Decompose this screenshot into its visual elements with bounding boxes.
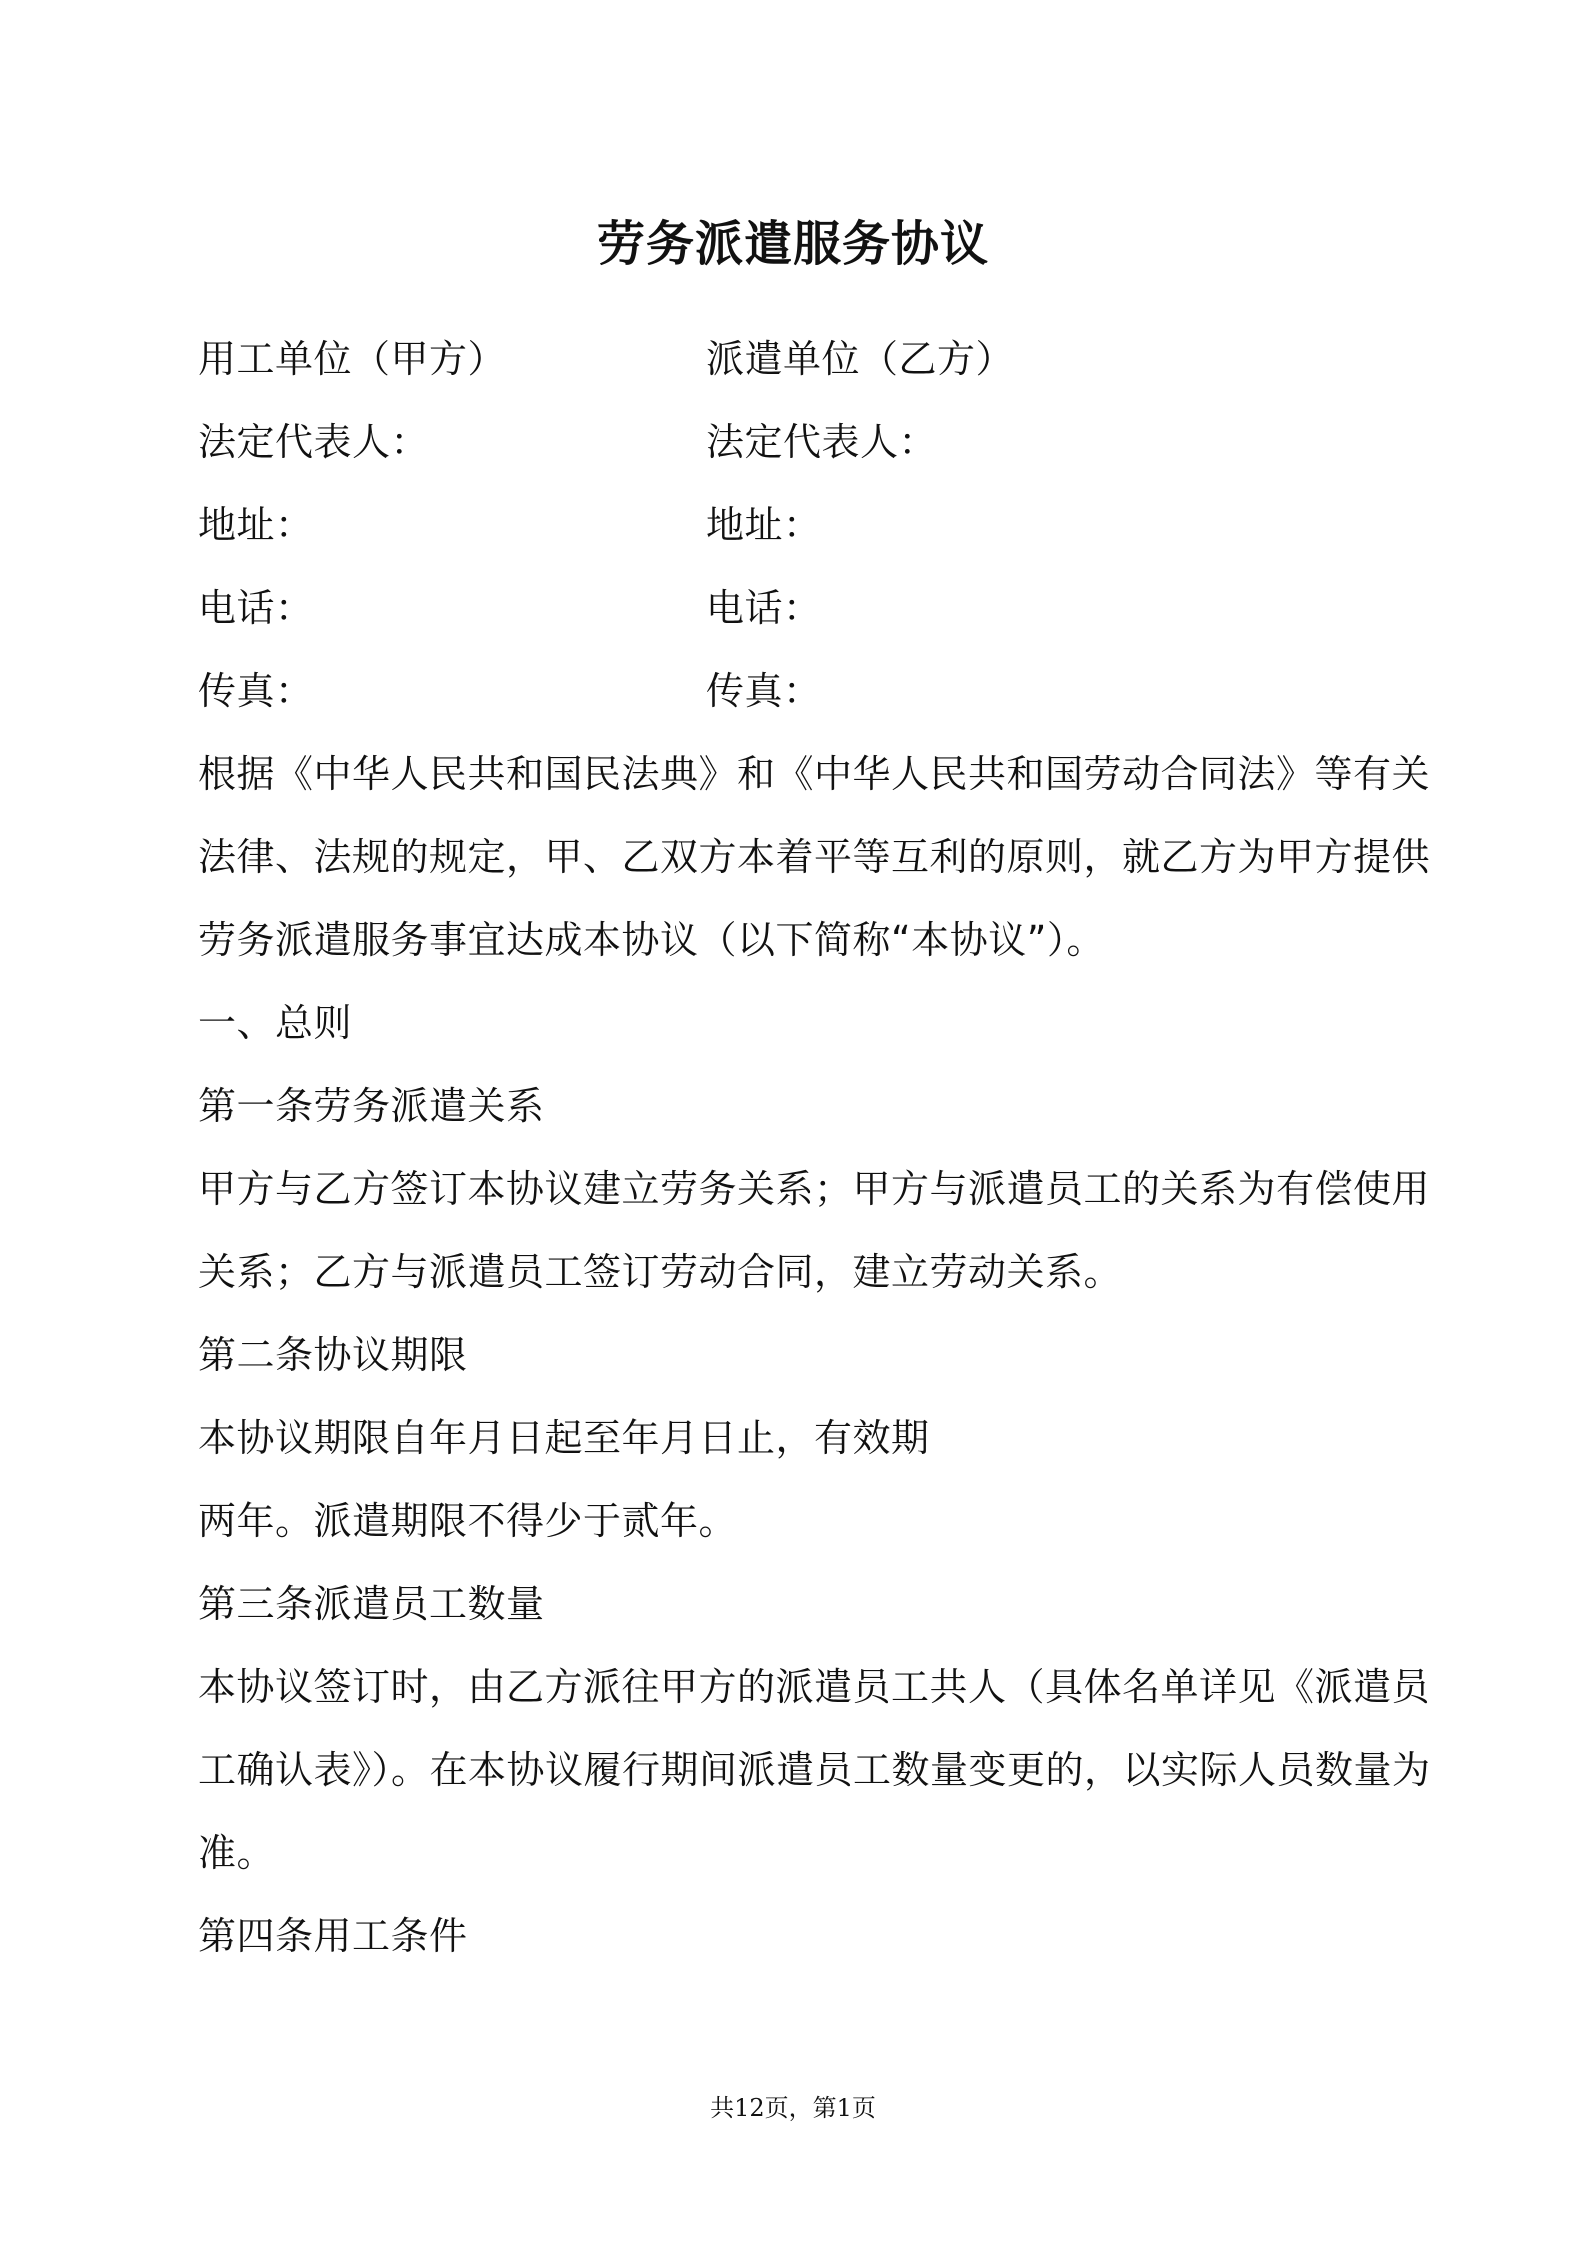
article-1-body-line: 甲方与乙方签订本协议建立劳务关系；甲方与派遣员工的关系为有偿使用 xyxy=(198,1167,1431,1211)
preamble-line: 根据《中华人民共和国民法典》和《中华人民共和国劳动合同法》等有关 xyxy=(198,752,1431,796)
party-row-phone xyxy=(198,567,1398,650)
party-b-address-label: 地址： xyxy=(706,503,822,547)
party-row-address xyxy=(198,484,1398,567)
article-3-body-line: 工确认表》）。在本协议履行期间派遣员工数量变更的，以实际人员数量为 xyxy=(198,1748,1431,1792)
article-3-body-line: 准。 xyxy=(198,1831,276,1875)
party-a-unit-label: 用工单位（甲方） xyxy=(198,337,507,381)
article-4-heading: 第四条用工条件 xyxy=(198,1914,468,1958)
article-2-body-line: 本协议期限自年月日起至年月日止，有效期 xyxy=(198,1416,930,1460)
party-b-phone-label: 电话： xyxy=(706,586,822,630)
article-2-body-line: 两年。派遣期限不得少于贰年。 xyxy=(198,1499,738,1543)
party-a-address-label: 地址： xyxy=(198,503,314,547)
section-heading-general: 一、总则 xyxy=(198,1001,353,1045)
page-number-footer: 共12页，第1页 xyxy=(710,2094,876,2122)
party-a-phone-label: 电话： xyxy=(198,586,314,630)
article-2-heading: 第二条协议期限 xyxy=(198,1333,468,1377)
preamble-line: 法律、法规的规定，甲、乙双方本着平等互利的原则，就乙方为甲方提供 xyxy=(198,835,1431,879)
party-row-unit xyxy=(198,318,1398,401)
article-1-body-line: 关系；乙方与派遣员工签订劳动合同，建立劳动关系。 xyxy=(198,1250,1123,1294)
party-row-fax xyxy=(198,650,1398,733)
article-3-body-line: 本协议签订时，由乙方派往甲方的派遣员工共人（具体名单详见《派遣员 xyxy=(198,1665,1431,1709)
document-title: 劳务派遣服务协议 xyxy=(596,216,989,272)
party-b-unit-label: 派遣单位（乙方） xyxy=(706,337,1015,381)
party-a-fax-label: 传真： xyxy=(198,669,314,713)
preamble-line: 劳务派遣服务事宜达成本协议（以下简称“本协议”）。 xyxy=(198,918,1105,962)
article-1-heading: 第一条劳务派遣关系 xyxy=(198,1084,545,1128)
party-b-fax-label: 传真： xyxy=(706,669,822,713)
party-a-representative-label: 法定代表人： xyxy=(198,420,430,464)
article-3-heading: 第三条派遣员工数量 xyxy=(198,1582,545,1626)
party-row-representative xyxy=(198,401,1398,484)
party-b-representative-label: 法定代表人： xyxy=(706,420,938,464)
document-body xyxy=(198,318,1431,1978)
